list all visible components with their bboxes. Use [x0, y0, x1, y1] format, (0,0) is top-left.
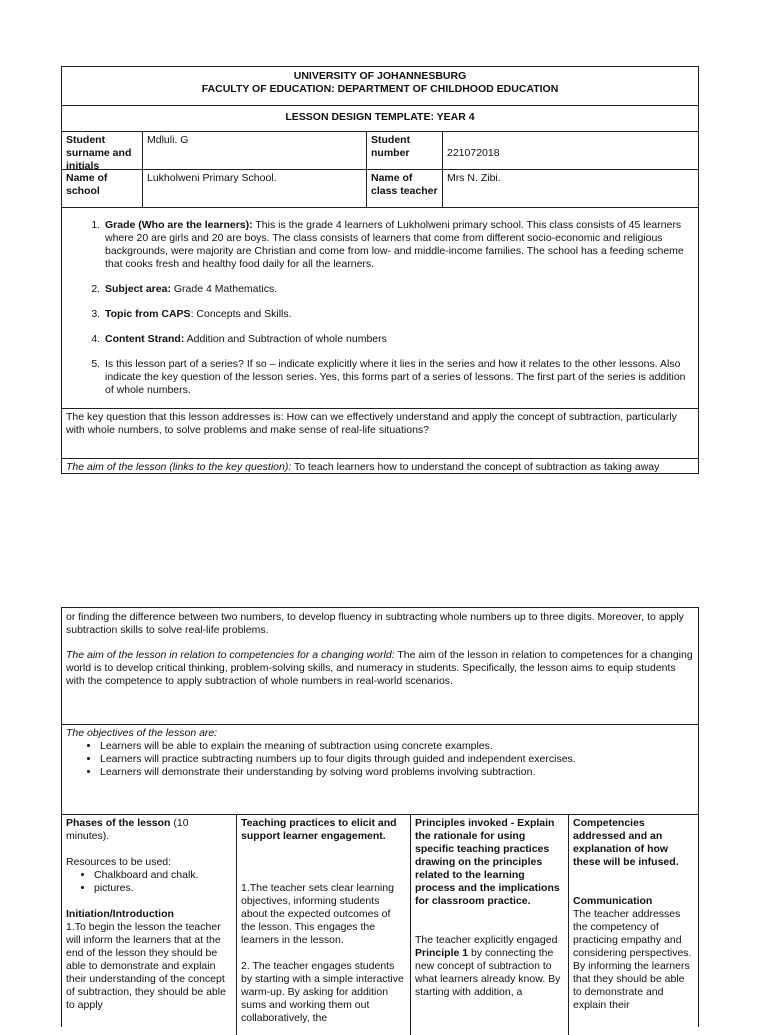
- school-name-label: Name of school: [66, 172, 108, 197]
- resources-label: Resources to be used:: [66, 856, 172, 868]
- resource-item: • Chalkboard and chalk.: [94, 869, 232, 882]
- faculty-name: FACULTY OF EDUCATION: DEPARTMENT OF CHILDHOOD EDUCATION: [201, 83, 559, 95]
- aim-competences: [66, 649, 694, 688]
- lesson-details-row: [62, 207, 698, 408]
- aim-competences-label: The aim of the lesson in relation to competencies for a changing world:: [66, 649, 395, 661]
- aim-row-page1: [62, 458, 698, 474]
- lesson-template-table-page1: [61, 66, 699, 474]
- class-teacher-value: Mrs N. Zibi.: [442, 170, 698, 208]
- teaching-practices-heading: Teaching practices to elicit and support learner engagement.: [241, 817, 397, 842]
- student-number-label: Student number: [366, 132, 442, 170]
- detail-grade: 1. Grade (Who are the learners): This is the grade 4 learners of Lukholweni primary school. This class consists of 45 learners where 20 are girls and 20 are boys. The class consists of learners that come from different socio-economic and religious backgrounds, were majority are Christian and come from low- and middle-income families. The school has a feeding scheme that cooks fresh and healthy food daily for all the learners.: [103, 219, 688, 271]
- aim-competences-text: The aim of the lesson in relation to competences for a changing world is to develop critical thinking, problem-solving skills, and numeracy in students. Specifically, the lesson aims to equip students with the competence to apply subtraction of whole numbers in real-world scenarios.: [66, 649, 693, 687]
- template-title-row: [62, 105, 698, 131]
- competencies-heading: Competencies addressed and an explanation of how these will be infused.: [573, 817, 679, 868]
- lesson-template-table-page2: [61, 607, 699, 1027]
- competencies-text: The teacher addresses the competency of practicing empathy and considering perspectives. By informing the learners that they should be able to demonstrate and explain their: [573, 908, 692, 1011]
- header-row: [62, 67, 698, 105]
- resource-item: • pictures.: [94, 882, 232, 895]
- lesson-details-list: [66, 219, 688, 397]
- phases-column: [62, 815, 236, 1035]
- principles-text: The teacher explicitly engaged Principle 1 by connecting the new concept of subtraction to what learners already know. By starting with addition, a: [415, 934, 561, 998]
- objective-item: • Learners will practice subtracting numbers up to four digits through guided and independent exercises.: [100, 753, 694, 766]
- student-surname-value: Mdluli. G: [142, 132, 366, 170]
- phases-table: [62, 814, 698, 1034]
- principles-heading: Principles invoked - Explain the rationale for using specific teaching practices drawing on the principles related to the learning process and the implications for classroom practice.: [415, 817, 560, 907]
- student-number-value: 221072018: [442, 132, 698, 170]
- key-question-row: [62, 408, 698, 458]
- class-teacher-label: Name of class teacher: [366, 170, 442, 208]
- school-name-value: Lukholweni Primary School.: [142, 170, 366, 208]
- communication-heading: Communication: [573, 895, 653, 907]
- objectives-row: [62, 724, 698, 814]
- aim-text-page2: or finding the difference between two numbers, to develop fluency in subtracting whole numbers up to three digits. Moreover, to apply subtraction skills to solve real-life problems.: [66, 611, 684, 636]
- objective-item: • Learners will be able to explain the meaning of subtraction using concrete examples.: [100, 740, 694, 753]
- objective-item: • Learners will demonstrate their understanding by solving word problems involving subtraction.: [100, 766, 694, 779]
- aim-text-page1: To teach learners how to understand the concept of subtraction as taking away: [291, 461, 660, 473]
- template-title: LESSON DESIGN TEMPLATE: YEAR 4: [285, 111, 475, 123]
- phases-heading: Phases of the lesson (10 minutes).: [66, 817, 189, 842]
- key-question: The key question that this lesson addresses is: How can we effectively understand and apply the concept of subtraction, particularly with whole numbers, to solve problems and make sense of real-life situations?: [66, 411, 677, 436]
- detail-content-strand: 4. Content Strand: Addition and Subtraction of whole numbers: [103, 333, 688, 346]
- competencies-column: [568, 815, 698, 1035]
- aim-row-page2: [62, 608, 698, 724]
- aim-label: The aim of the lesson (links to the key question):: [66, 461, 292, 473]
- principles-column: [410, 815, 568, 1035]
- detail-series: 5. Is this lesson part of a series? If so – indicate explicitly where it lies in the series and how it relates to the other lessons. Also indicate the key question of the lesson series. Yes, this forms part of a series of lessons. The first part of the series is addition of whole numbers.: [103, 358, 688, 397]
- resources-list: [66, 869, 232, 895]
- objectives-list: [66, 740, 694, 779]
- school-info-row: [62, 169, 698, 207]
- initiation-text: 1.To begin the lesson the teacher will inform the learners that at the end of the lesson they should be able to demonstrate and explain their understanding of the concept of subtraction, they should be able to apply: [66, 921, 226, 1011]
- teaching-practice-1: 1.The teacher sets clear learning objectives, informing students about the expected outcomes of the lesson. This engages the learners in the lesson.: [241, 882, 394, 946]
- student-info-row: [62, 131, 698, 169]
- teaching-practice-2: 2. The teacher engages students by starting with a simple interactive warm-up. By asking for addition sums and working them out collaboratively, the: [241, 960, 404, 1024]
- detail-topic: 3. Topic from CAPS: Concepts and Skills.: [103, 308, 688, 321]
- student-surname-label: Student surname and initials: [66, 134, 132, 170]
- university-name: UNIVERSITY OF JOHANNESBURG: [293, 70, 467, 82]
- initiation-heading: Initiation/Introduction: [66, 908, 174, 920]
- objectives-label: The objectives of the lesson are:: [66, 727, 218, 739]
- detail-subject: 2. Subject area: Grade 4 Mathematics.: [103, 283, 688, 296]
- teaching-practices-column: [236, 815, 410, 1035]
